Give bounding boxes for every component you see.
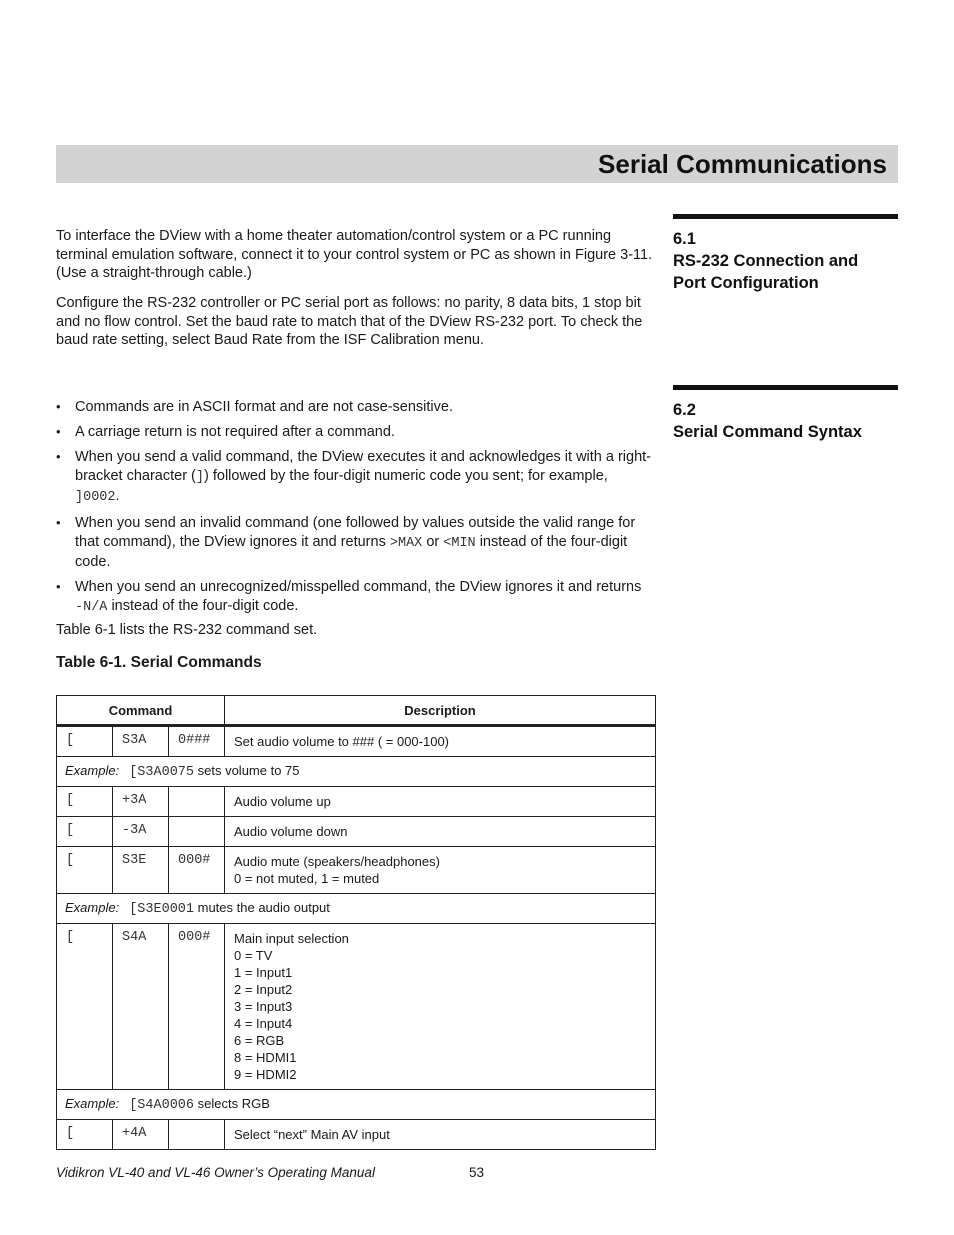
- command-code: S4A: [113, 924, 169, 1090]
- example-text: selects RGB: [194, 1096, 270, 1111]
- table-row: [57, 787, 656, 817]
- command-description: Audio volume down: [225, 817, 656, 847]
- command-value: 000#: [169, 924, 225, 1090]
- section-title-line: RS-232 Connection and: [673, 252, 859, 270]
- table-intro: Table 6-1 lists the RS-232 command set.: [56, 622, 318, 638]
- serial-commands-table: [56, 695, 656, 1150]
- table-row: [57, 726, 656, 757]
- command-code: +4A: [113, 1120, 169, 1150]
- command-prefix: [: [57, 847, 113, 894]
- command-prefix: [: [57, 924, 113, 1090]
- list-item: • When you send an invalid command (one followed by values outside the valid range for that command), the DView ignores it and returns >MAX or <MIN instead of the four-digit code.: [56, 514, 656, 572]
- command-description: Audio mute (speakers/headphones) 0 = not muted, 1 = muted: [225, 847, 656, 894]
- title-bar: [56, 145, 898, 183]
- table-row: [57, 1120, 656, 1150]
- command-value: 000#: [169, 847, 225, 894]
- config-paragraph: Configure the RS-232 controller or PC serial port as follows: no parity, 8 data bits, 1 stop bit and no flow control. Set the baud rate to match that of the DView RS-232 port. To check the baud rate setting, select Baud Rate from the ISF Calibration menu.: [56, 295, 643, 348]
- command-code: S3A: [113, 726, 169, 757]
- example-row: [57, 894, 656, 924]
- table-caption: Table 6-1. Serial Commands: [56, 654, 262, 671]
- command-description: Set audio volume to ### ( = 000-100): [225, 726, 656, 757]
- list-item: • A carriage return is not required after a command.: [56, 423, 656, 442]
- example-code: [S3E0001: [129, 902, 195, 917]
- command-description: Audio volume up: [225, 787, 656, 817]
- command-value: 0###: [169, 726, 225, 757]
- table-row: [57, 817, 656, 847]
- example-code: [S3A0075: [129, 765, 195, 780]
- footer-page-number: 53: [469, 1165, 485, 1180]
- command-code: S3E: [113, 847, 169, 894]
- example-label: Example:: [65, 1096, 120, 1111]
- footer-manual-title: Vidikron VL-40 and VL-46 Owner’s Operating Manual: [56, 1165, 375, 1180]
- command-description: Main input selection 0 = TV 1 = Input1 2 = Input2 3 = Input3 4 = Input4 6 = RGB 8 = HDMI1 9 = HDMI2: [225, 924, 656, 1090]
- syntax-bullet-list: [56, 398, 656, 624]
- command-code: -3A: [113, 817, 169, 847]
- example-text: sets volume to 75: [194, 763, 300, 778]
- list-item: • When you send an unrecognized/misspelled command, the DView ignores it and returns -N/A instead of the four-digit code.: [56, 578, 656, 617]
- example-code: [S4A0006: [129, 1098, 195, 1113]
- header-command: Command: [57, 696, 225, 726]
- intro-paragraph: To interface the DView with a home theater automation/control system or a PC running terminal emulation software, connect it to your control system or PC as shown in Figure 3-11. (Use a straight-through cable.): [56, 228, 653, 281]
- page-title: Serial Communications: [598, 149, 887, 179]
- command-prefix: [: [57, 817, 113, 847]
- section-title-line: Port Configuration: [673, 274, 819, 292]
- command-description: Select “next” Main AV input: [225, 1120, 656, 1150]
- section-number: 6.1: [673, 230, 696, 248]
- example-label: Example:: [65, 763, 120, 778]
- section-heading-6-1: [673, 214, 898, 294]
- list-item: • When you send a valid command, the DView executes it and acknowledges it with a right-bracket character (]) followed by the four-digit numeric code you sent; for example, ]0002.: [56, 448, 656, 508]
- command-prefix: [: [57, 726, 113, 757]
- table-row: [57, 924, 656, 1090]
- command-prefix: [: [57, 787, 113, 817]
- command-value: [169, 1120, 225, 1150]
- example-row: [57, 757, 656, 787]
- command-prefix: [: [57, 1120, 113, 1150]
- header-description: Description: [225, 696, 656, 726]
- list-item: • Commands are in ASCII format and are not case-sensitive.: [56, 398, 656, 417]
- section-heading-6-2: [673, 385, 898, 443]
- example-text: mutes the audio output: [194, 900, 330, 915]
- example-row: [57, 1090, 656, 1120]
- table-row: [57, 847, 656, 894]
- section-number: 6.2: [673, 401, 696, 419]
- section-title-line: Serial Command Syntax: [673, 423, 862, 441]
- command-code: +3A: [113, 787, 169, 817]
- example-label: Example:: [65, 900, 120, 915]
- command-value: [169, 817, 225, 847]
- table-header-row: [57, 696, 656, 726]
- command-value: [169, 787, 225, 817]
